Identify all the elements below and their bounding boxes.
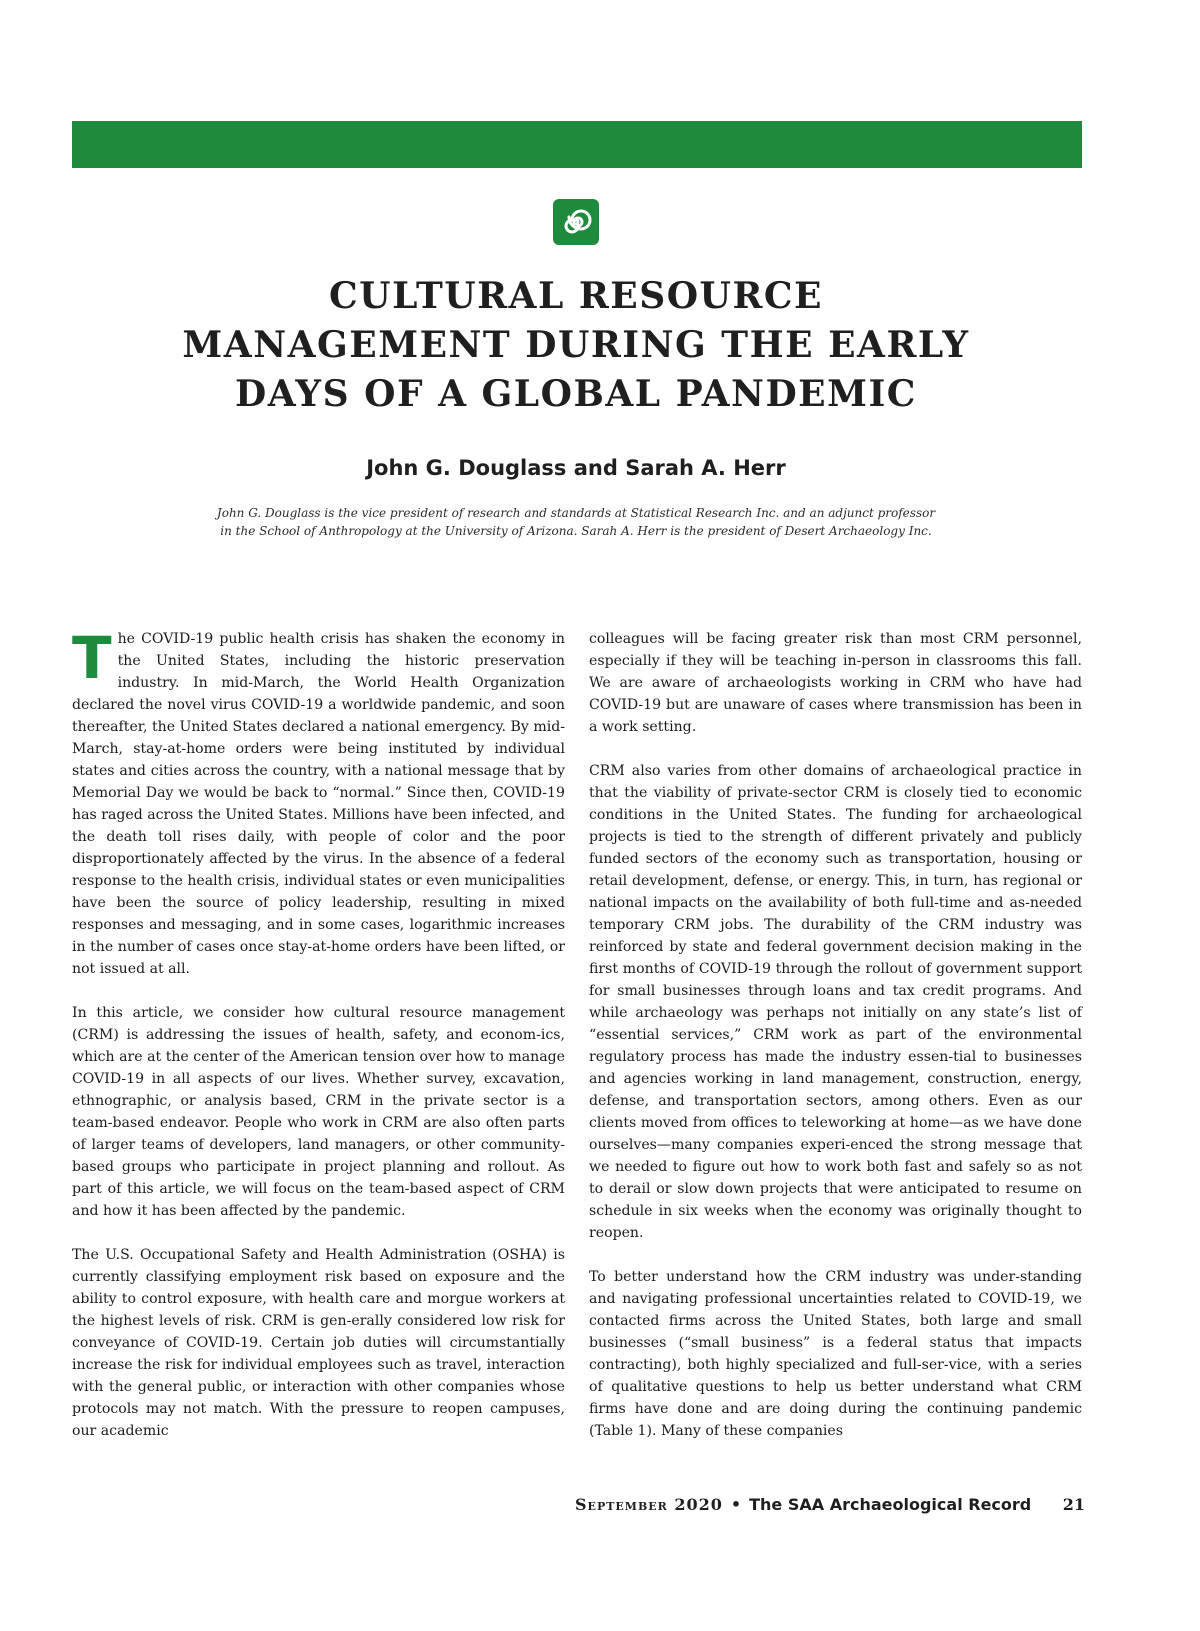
page-footer (575, 1495, 1085, 1519)
bio-line-2: in the School of Anthropology at the University of Arizona. Sarah A. Herr is the president of Desert Archaeology Inc. (220, 524, 932, 538)
paragraph-6: To better understand how the CRM industry was under-standing and navigating professional uncertainties related to COVID-19, we contacted firms across the United States, both large and small businesses (“small business” is a federal status that impacts contracting), both highly specialized and full-ser-vice, with a series of qualitative questions to help us better understand what CRM firms have done and are doing during the continuing pandemic (Table 1). Many of these companies (589, 1269, 1082, 1439)
footer-publication: The SAA Archaeological Record (749, 1495, 1032, 1514)
paragraph-5: CRM also varies from other domains of archaeological practice in that the viability of private-sector CRM is closely tied to economic conditions in the United States. The funding for archaeological projects is tied to the strength of different privately and publicly funded sectors of the economy such as transportation, housing or retail development, defense, or energy. This, in turn, has regional or national impacts on the availability of both full-time and as-needed temporary CRM jobs. The durability of the CRM industry was reinforced by state and federal government decision making in the first months of COVID-19 through the rollout of government support for small businesses through loans and tax credit programs. And while archaeology was perhaps not initially on any state’s list of “essential services,” CRM work as part of the environmental regulatory process has made the industry essen-tial to businesses and agencies working in land management, construction, energy, defense, and transportation sectors, among others. Even as our clients moved from offices to teleworking at home—as we have done ourselves—many companies experi-enced the strong message that we needed to figure out how to work both fast and safely so as not to derail or slow down projects that were anticipated to resume on schedule in six weeks when the economy was originally thought to reopen. (589, 763, 1082, 1241)
article-title (150, 272, 1002, 419)
drop-cap: T (72, 624, 112, 692)
paragraph-4: colleagues will be facing greater risk than most CRM personnel, especially if they will be teaching in-person in classrooms this fall. We are aware of archaeologists working in CRM who have had COVID-19 but are unaware of cases where transmission has been in a work setting. (589, 631, 1082, 735)
paragraph-1 (72, 624, 565, 980)
title-line-1: CULTURAL RESOURCE (329, 275, 823, 317)
paragraph-3: The U.S. Occupational Safety and Health Administration (OSHA) is currently classifying employment risk based on exposure and the ability to control exposure, with health care and morgue workers at the highest levels of risk. CRM is gen-erally considered low risk for conveyance of COVID-19. Certain job duties will circumstantially increase the risk for individual employees such as travel, interaction with the general public, or interaction with other companies whose protocols may not match. With the pressure to reopen campuses, our academic (72, 1247, 565, 1439)
header-color-band (72, 121, 1082, 168)
author-bio (190, 504, 962, 540)
title-line-3: DAYS OF A GLOBAL PANDEMIC (235, 373, 917, 415)
article-authors: John G. Douglass and Sarah A. Herr (366, 456, 786, 480)
body-column-right (589, 628, 1082, 1464)
body-column-left (72, 624, 565, 1464)
page-number: 21 (1062, 1495, 1085, 1514)
footer-issue-date: September 2020 (575, 1495, 723, 1514)
title-line-2: MANAGEMENT DURING THE EARLY (182, 324, 970, 366)
paragraph-2: In this article, we consider how cultural resource management (CRM) is addressing the issues of health, safety, and econom-ics, which are at the center of the American tension over how to manage COVID-19 in all aspects of our lives. Whether survey, excavation, ethnographic, or analysis based, CRM in the private sector is a team-based endeavor. People who work in CRM are also often parts of larger teams of developers, land managers, or other community-based groups who participate in project planning and rollout. As part of this article, we will focus on the team-based aspect of CRM and how it has been affected by the pandemic. (72, 1005, 565, 1219)
footer-bullet: • (730, 1495, 742, 1514)
paragraph-1-text: he COVID-19 public health crisis has shaken the economy in the United States, including the historic preservation industry. In mid-March, the World Health Organization declared the novel virus COVID-19 a worldwide pandemic, and soon thereafter, the United States declared a national emergency. By mid-March, stay-at-home orders were being instituted by individual states and cities across the country, with a national message that by Memorial Day we would be back to “normal.” Since then, COVID-19 has raged across the United States. Millions have been infected, and the death toll rises daily, with people of color and the poor disproportionately affected by the virus. In the absence of a federal response to the health crisis, individual states or even municipalities have been the source of policy leadership, resulting in mixed responses and messaging, and in some cases, logarithmic increases in the number of cases once stay-at-home orders have been lifted, or not issued at all. (72, 631, 565, 977)
bio-line-1: John G. Douglass is the vice president of research and standards at Statistical Research Inc. and an adjunct professor (216, 506, 936, 520)
spiral-logo-icon (552, 198, 600, 246)
